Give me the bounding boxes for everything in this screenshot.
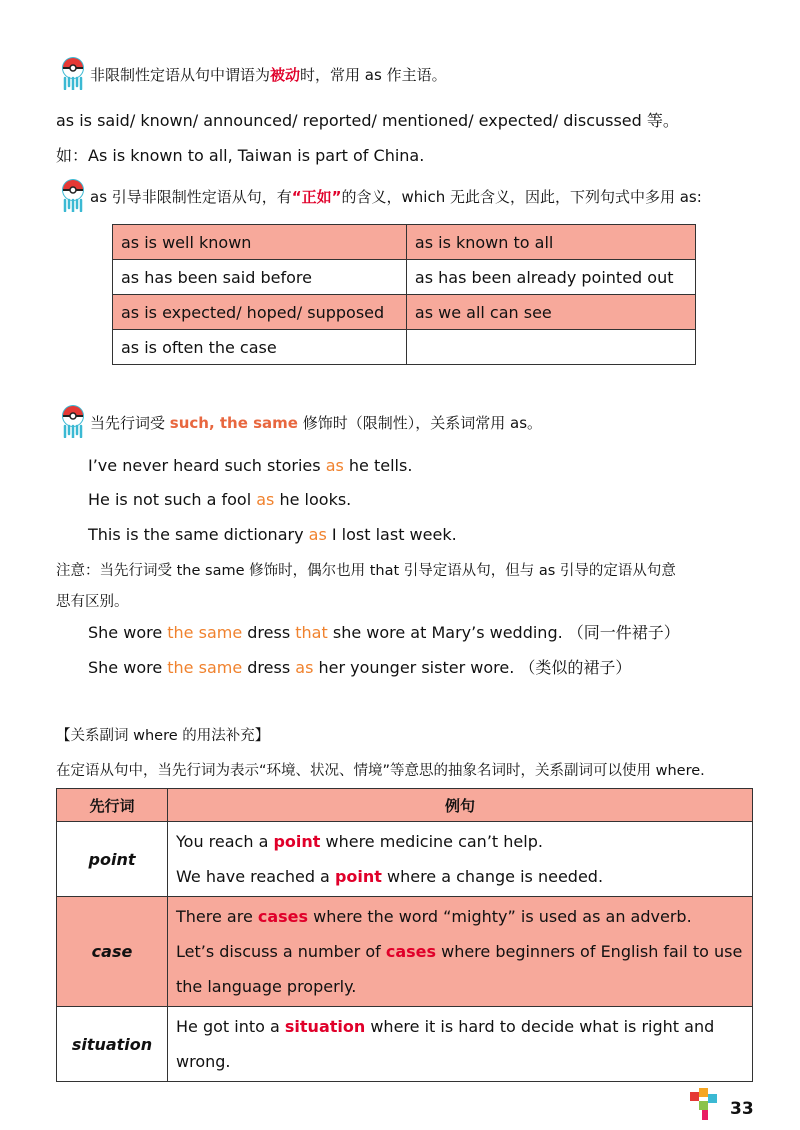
sentence-text: where medicine can’t help. xyxy=(320,832,543,851)
column-header: 先行词 xyxy=(57,789,168,822)
sentence-text: where a change is needed. xyxy=(381,867,604,886)
sentence-highlight: as xyxy=(295,658,314,677)
example-sentence xyxy=(88,489,351,511)
section3-heading xyxy=(90,412,542,434)
where-usage-table xyxy=(56,788,753,1082)
sentence-text: She wore xyxy=(88,623,168,642)
table-cell: as we all can see xyxy=(406,295,695,330)
pokeball-badge-icon xyxy=(60,178,86,212)
sentence-text: dress xyxy=(242,623,296,642)
sentence-highlight: as xyxy=(325,456,344,475)
heading-text: 非限制性定语从句中谓语为 xyxy=(90,66,271,84)
sentence-text: I’ve never heard such stories xyxy=(88,456,326,475)
example-sentence xyxy=(176,824,744,859)
sentence-text: where the word “mighty” is used as an adverb. xyxy=(308,907,692,926)
sentence-text: There are xyxy=(176,907,258,926)
table-row xyxy=(57,897,753,1007)
example-sentence xyxy=(88,524,457,546)
table-row xyxy=(113,225,696,260)
example-sentence xyxy=(88,622,680,644)
publisher-logo-icon xyxy=(690,1088,720,1122)
sentence-text: We have reached a xyxy=(176,867,335,886)
as-phrases-table xyxy=(112,224,696,365)
heading-highlight: such, the same xyxy=(169,414,298,432)
antecedent-cell: situation xyxy=(57,1007,168,1082)
table-row xyxy=(113,295,696,330)
heading-text: 的含义，which 无此含义，因此，下列句式中多用 as: xyxy=(341,188,702,206)
heading-text: 修饰时（限制性），关系词常用 as。 xyxy=(297,414,543,432)
pokeball-badge-icon xyxy=(60,56,86,90)
section4-title: 【关系副词 where 的用法补充】 xyxy=(56,728,270,744)
page-number: 33 xyxy=(730,1099,754,1119)
heading-text: 时，常用 as 作主语。 xyxy=(300,66,447,84)
table-cell: as is well known xyxy=(113,225,407,260)
column-header: 例句 xyxy=(168,789,753,822)
sentence-text: where it is hard to decide what is right and wrong. xyxy=(176,1017,715,1071)
sentence-text: she wore at Mary’s wedding. （同一件裙子） xyxy=(327,623,680,642)
sentence-highlight: the same xyxy=(167,623,243,642)
pokeball-badge-icon xyxy=(60,404,86,438)
sentence-highlight: point xyxy=(334,867,382,886)
table-row xyxy=(57,1007,753,1082)
example-cell xyxy=(168,1007,753,1082)
table-cell: as is known to all xyxy=(406,225,695,260)
antecedent-cell: point xyxy=(57,822,168,897)
table-cell: as is expected/ hoped/ supposed xyxy=(113,295,407,330)
sentence-text: She wore xyxy=(88,658,168,677)
heading-highlight: “正如” xyxy=(291,188,342,206)
example-sentence xyxy=(176,899,744,934)
table-row xyxy=(57,822,753,897)
section1-line1: as is said/ known/ announced/ reported/ mentioned/ expected/ discussed 等。 xyxy=(56,111,679,130)
sentence-highlight: cases xyxy=(257,907,309,926)
example-sentence xyxy=(176,1009,744,1079)
sentence-text: her younger sister wore. （类似的裙子） xyxy=(313,658,632,677)
sentence-text: dress xyxy=(242,658,296,677)
sentence-text: Let’s discuss a number of xyxy=(176,942,386,961)
section4-intro: 在定语从句中，当先行词为表示“环境、状况、情境”等意思的抽象名词时，关系副词可以使用 where. xyxy=(56,763,705,779)
sentence-highlight: point xyxy=(273,832,321,851)
sentence-highlight: the same xyxy=(167,658,243,677)
example-cell xyxy=(168,897,753,1007)
example-sentence xyxy=(88,657,631,679)
section2-heading xyxy=(90,186,702,208)
section1-example: 如：As is known to all, Taiwan is part of China. xyxy=(56,146,425,165)
sentence-highlight: as xyxy=(256,490,275,509)
sentence-text: he looks. xyxy=(274,490,352,509)
table-row xyxy=(113,260,696,295)
heading-highlight: 被动 xyxy=(270,66,301,84)
note-line: 思有区别。 xyxy=(56,594,129,610)
table-cell: as has been already pointed out xyxy=(406,260,695,295)
sentence-highlight: as xyxy=(308,525,327,544)
table-cell: as is often the case xyxy=(113,330,407,365)
sentence-highlight: situation xyxy=(284,1017,366,1036)
sentence-highlight: cases xyxy=(385,942,437,961)
example-sentence xyxy=(176,934,744,1004)
table-cell: as has been said before xyxy=(113,260,407,295)
table-cell xyxy=(406,330,695,365)
heading-text: 当先行词受 xyxy=(90,414,170,432)
note-line: 注意：当先行词受 the same 修饰时，偶尔也用 that 引导定语从句，但与 as 引导的定语从句意 xyxy=(56,563,676,579)
antecedent-cell: case xyxy=(57,897,168,1007)
table-header-row xyxy=(57,789,753,822)
example-cell xyxy=(168,822,753,897)
sentence-text: This is the same dictionary xyxy=(88,525,309,544)
sentence-text: He got into a xyxy=(176,1017,285,1036)
example-sentence xyxy=(176,859,744,894)
table-row xyxy=(113,330,696,365)
sentence-text: where beginners of English fail to use the language properly. xyxy=(176,942,743,996)
sentence-text: He is not such a fool xyxy=(88,490,257,509)
heading-text: as 引导非限制性定语从句，有 xyxy=(90,188,292,206)
section1-heading xyxy=(90,64,447,86)
sentence-text: You reach a xyxy=(176,832,274,851)
example-sentence xyxy=(88,455,412,477)
sentence-highlight: that xyxy=(295,623,328,642)
sentence-text: he tells. xyxy=(343,456,413,475)
sentence-text: I lost last week. xyxy=(326,525,457,544)
